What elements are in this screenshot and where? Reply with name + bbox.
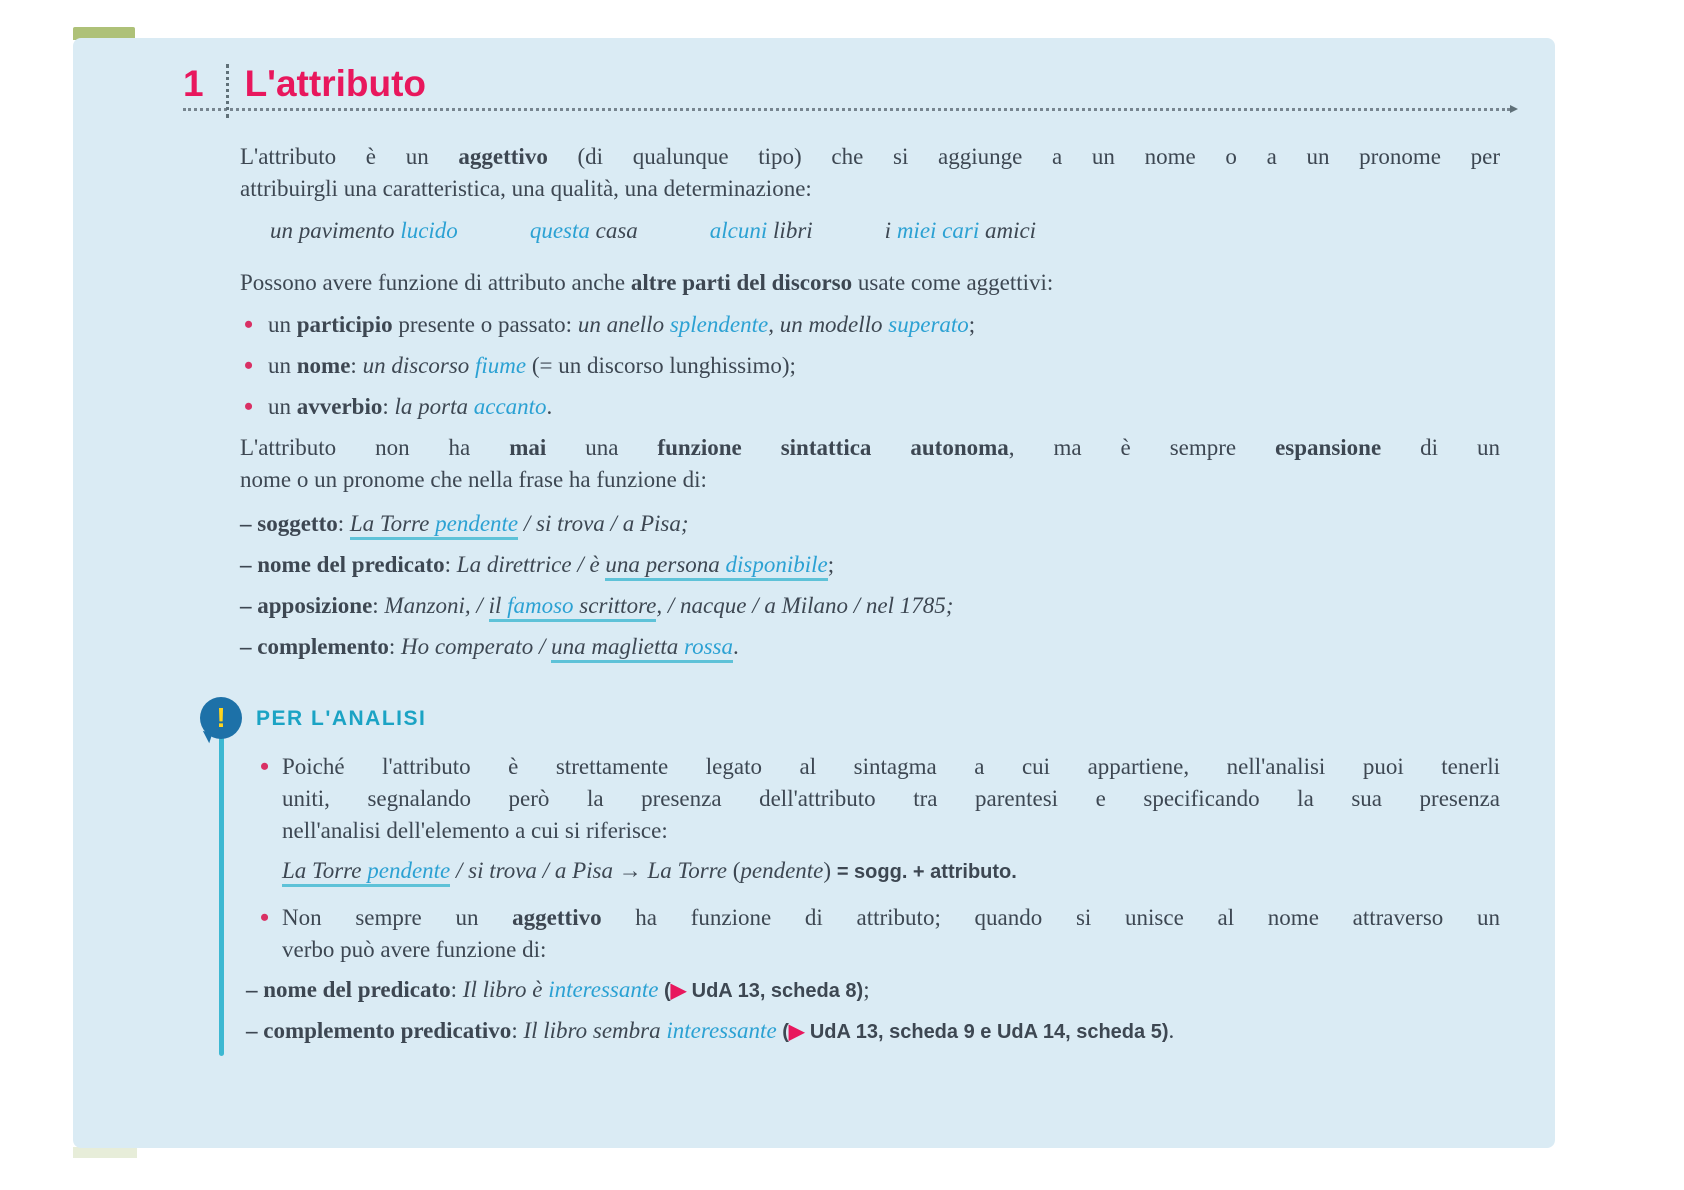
analysis-function-list — [246, 974, 1500, 1048]
dotted-rule-arrow-icon — [1510, 105, 1518, 113]
analysis-sidebar — [198, 697, 244, 1056]
list-item: – nome del predicato: Il libro è interessante (▶ UdA 13, scheda 8); — [246, 977, 870, 1002]
list-item: • un nome: un discorso fiume (= un discorso lunghissimo); — [268, 350, 1500, 382]
page-title: L'attributo — [244, 63, 427, 104]
list-item: – apposizione: Manzoni, / il famoso scrittore, / nacque / a Milano / nel 1785; — [240, 590, 1500, 622]
analysis-heading: PER L'ANALISI — [256, 707, 427, 730]
analysis-content — [246, 697, 1501, 1056]
list-item: – complemento predicativo: Il libro sembra interessante (▶ UdA 13, scheda 9 e UdA 14, scheda 5). — [246, 1018, 1175, 1043]
lesson-panel — [73, 38, 1555, 1148]
example-row — [270, 215, 1500, 247]
header-dotted-separator — [226, 64, 229, 118]
analysis-box — [198, 697, 1500, 1056]
example-item: i miei cari amici — [884, 218, 1037, 243]
list-item: • un avverbio: la porta accanto. — [268, 391, 1500, 423]
analysis-note: • Poiché l'attributo è strettamente legato al sintagma a cui appartiene, nell'analisi puoi tenerli uniti, segnalando però la presenza dell'attributo tra parentesi e specificando la sua presenza nell'analisi dell'elemento a cui si riferisce: — [282, 751, 1500, 847]
intro-paragraph: L'attributo è un aggettivo (di qualunque tipo) che si aggiunge a un nome o a un pronome per attribuirgli una caratteristica, una qualità, una determinazione: — [240, 144, 1500, 201]
bottom-page-strip — [73, 1147, 137, 1158]
section-header — [183, 38, 1510, 111]
other-parts-paragraph: Possono avere funzione di attributo anche altre parti del discorso usate come aggettivi: — [240, 270, 1054, 295]
example-item: alcuni libri — [709, 218, 813, 243]
list-item: – complemento: Ho comperato / una maglietta rossa. — [240, 631, 1500, 663]
lesson-content — [240, 141, 1500, 663]
syntactic-function-paragraph: L'attributo non ha mai una funzione sintattica autonoma, ma è sempre espansione di un nome o un pronome che nella frase ha funzione di: — [240, 435, 1500, 492]
list-item: – nome del predicato: La direttrice / è una persona disponibile; — [240, 549, 1500, 581]
exclamation-glyph: ! — [216, 702, 226, 733]
section-number: 1 — [183, 63, 204, 104]
analysis-note: • Non sempre un aggettivo ha funzione di attributo; quando si unisce al nome attraverso un verbo può avere funzione di: — [282, 902, 1500, 966]
analysis-example-line: La Torre pendente / si trova / a Pisa → La Torre (pendente) = sogg. + attributo. — [282, 855, 1500, 888]
analysis-vertical-bar — [219, 735, 224, 1056]
parts-of-speech-list — [240, 309, 1500, 423]
example-item: questa casa — [529, 218, 638, 243]
example-item: un pavimento lucido — [270, 218, 458, 243]
exclamation-icon — [200, 697, 242, 739]
list-item: • un participio presente o passato: un anello splendente, un modello superato; — [268, 309, 1500, 341]
list-item: – soggetto: La Torre pendente / si trova / a Pisa; — [240, 508, 1500, 540]
function-list — [240, 508, 1500, 663]
